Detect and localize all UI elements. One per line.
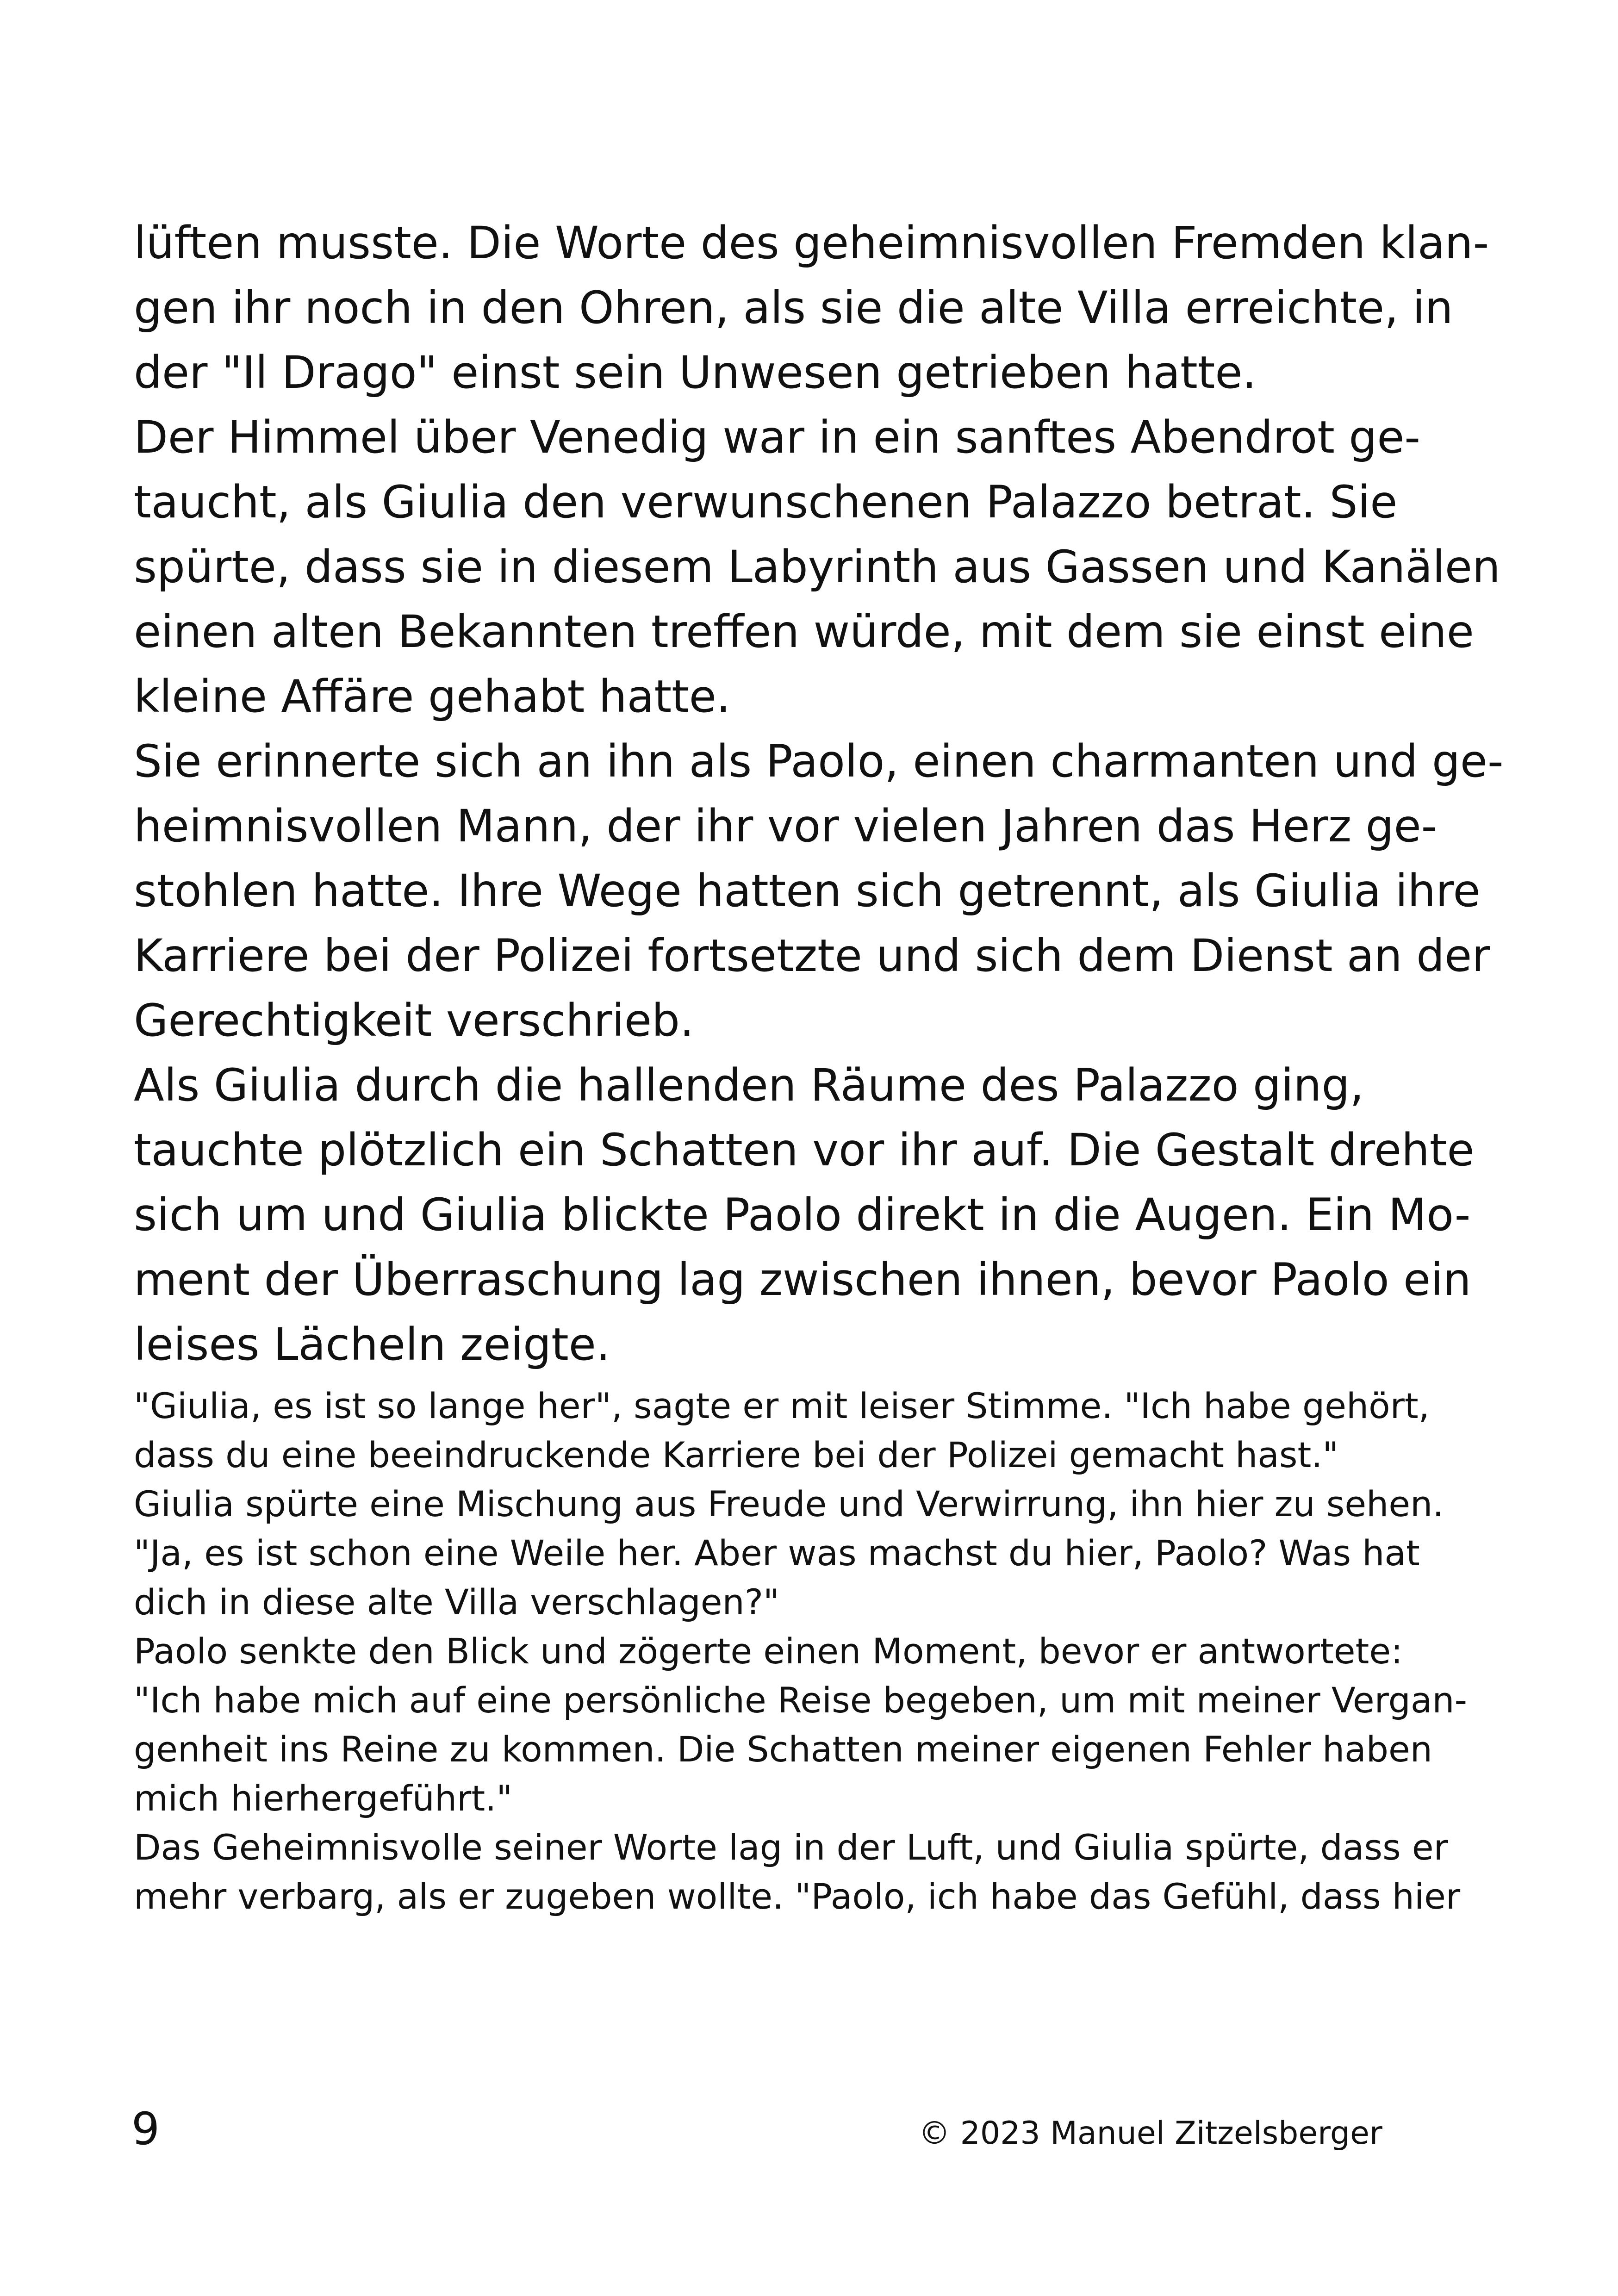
body-line: Sie erinnerte sich an ihn als Paolo, einen charmanten und ge- <box>134 735 1504 787</box>
page-number: 9 <box>131 2103 160 2155</box>
body-line: einen alten Bekannten treffen würde, mit dem sie einst eine <box>134 606 1474 658</box>
body-line-small: dass du eine beeindruckende Karriere bei der Polizei gemacht hast." <box>134 1434 1339 1475</box>
body-line: spürte, dass sie in diesem Labyrinth aus Gassen und Kanälen <box>134 541 1500 593</box>
body-line: kleine Affäre gehabt hatte. <box>134 671 731 722</box>
body-line-small: genheit ins Reine zu kommen. Die Schatten meiner eigenen Fehler haben <box>134 1729 1432 1770</box>
body-line: lüften musste. Die Worte des geheimnisvollen Fremden klan- <box>134 217 1489 269</box>
body-line-small: "Ja, es ist schon eine Weile her. Aber was machst du hier, Paolo? Was hat <box>134 1532 1420 1574</box>
body-line-small: Das Geheimnisvolle seiner Worte lag in der Luft, und Giulia spürte, dass er <box>134 1827 1448 1868</box>
body-line: der "Il Drago" einst sein Unwesen getrieben hatte. <box>134 347 1257 398</box>
body-line: tauchte plötzlich ein Schatten vor ihr auf. Die Gestalt drehte <box>134 1124 1475 1176</box>
body-line: Karriere bei der Polizei fortsetzte und sich dem Dienst an der <box>134 930 1490 982</box>
body-line-small: mich hierhergeführt." <box>134 1778 513 1819</box>
body-line: taucht, als Giulia den verwunschenen Palazzo betrat. Sie <box>134 476 1398 528</box>
body-line-small: "Giulia, es ist so lange her", sagte er mit leiser Stimme. "Ich habe gehört, <box>134 1385 1430 1426</box>
body-line-small: mehr verbarg, als er zugeben wollte. "Paolo, ich habe das Gefühl, dass hier <box>134 1876 1461 1917</box>
body-line: Der Himmel über Venedig war in ein sanftes Abendrot ge- <box>134 411 1421 463</box>
body-line-small: Giulia spürte eine Mischung aus Freude und Verwirrung, ihn hier zu sehen. <box>134 1483 1444 1524</box>
body-line: Gerechtigkeit verschrieb. <box>134 995 694 1046</box>
body-line: Als Giulia durch die hallenden Räume des Palazzo ging, <box>134 1059 1364 1111</box>
copyright-notice: © 2023 Manuel Zitzelsberger <box>919 2115 1382 2152</box>
body-line: heimnisvollen Mann, der ihr vor vielen Jahren das Herz ge- <box>134 800 1438 852</box>
body-line: sich um und Giulia blickte Paolo direkt in die Augen. Ein Mo- <box>134 1189 1471 1241</box>
body-line: leises Lächeln zeigte. <box>134 1319 610 1370</box>
body-line-small: Paolo senkte den Blick und zögerte einen Moment, bevor er antwortete: <box>134 1630 1403 1672</box>
body-line: gen ihr noch in den Ohren, als sie die alte Villa erreichte, in <box>134 282 1453 334</box>
body-line-small: dich in diese alte Villa verschlagen?" <box>134 1581 780 1623</box>
body-line: stohlen hatte. Ihre Wege hatten sich getrennt, als Giulia ihre <box>134 865 1481 917</box>
body-line: ment der Überraschung lag zwischen ihnen, bevor Paolo ein <box>134 1254 1471 1306</box>
body-line-small: "Ich habe mich auf eine persönliche Reise begeben, um mit meiner Vergan- <box>134 1680 1467 1721</box>
